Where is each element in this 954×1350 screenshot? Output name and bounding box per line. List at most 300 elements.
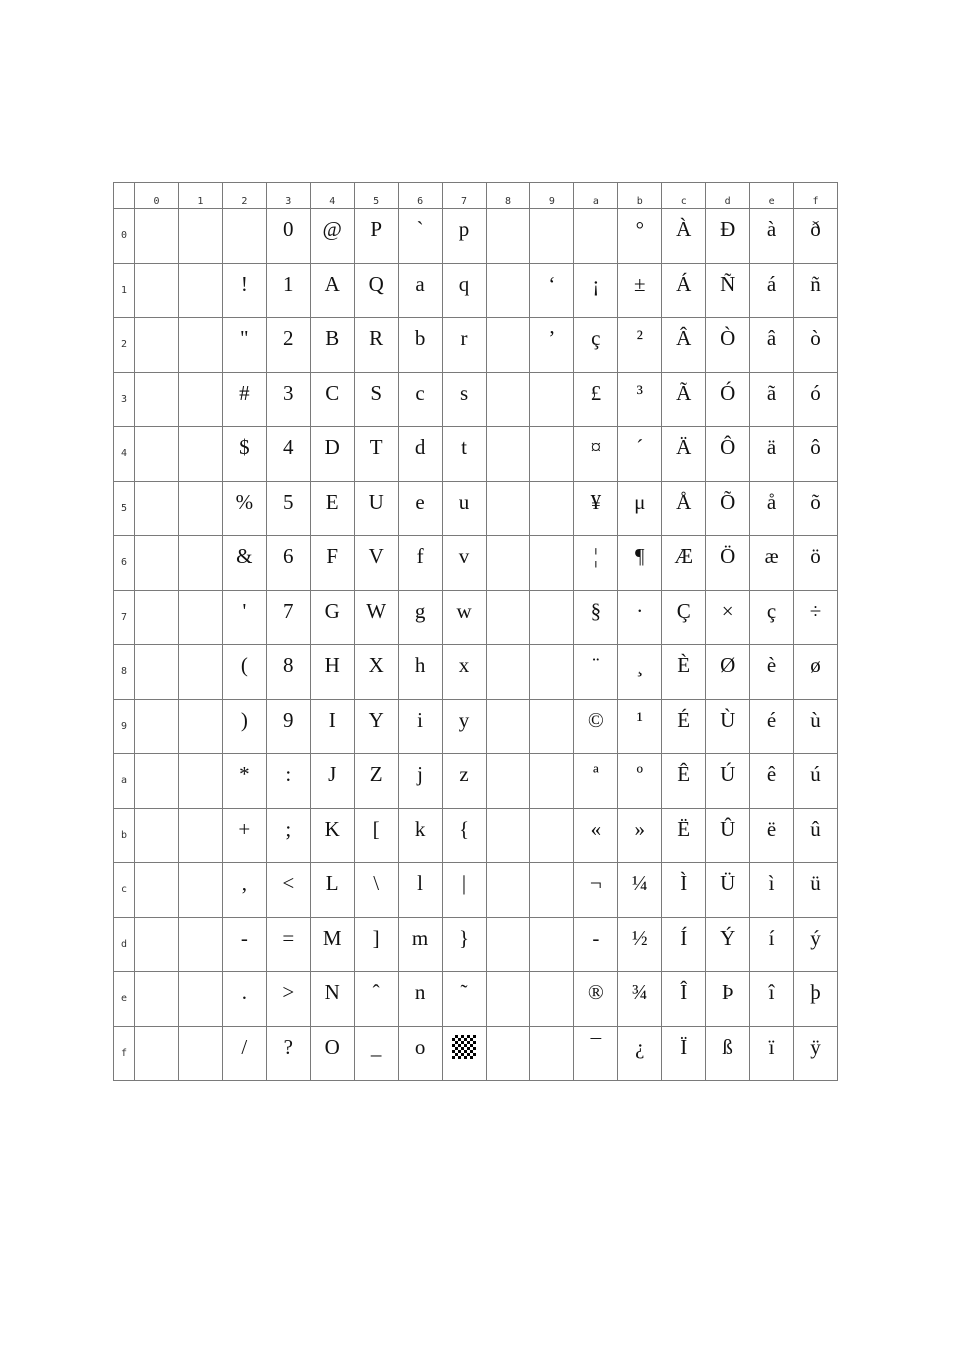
- glyph: ú: [810, 762, 821, 787]
- glyph: 6: [283, 544, 294, 569]
- glyph-cell: [574, 427, 618, 482]
- glyph-cell: [266, 481, 310, 536]
- glyph-cell: [135, 808, 179, 863]
- corner-cell: [114, 183, 135, 209]
- glyph: ø: [810, 653, 821, 678]
- row-header-0: 0: [114, 209, 135, 264]
- glyph: ´: [636, 435, 644, 460]
- glyph-cell: [486, 427, 530, 482]
- glyph-cell: [178, 917, 222, 972]
- glyph-cell: [354, 754, 398, 809]
- glyph-cell: [530, 917, 574, 972]
- glyph-cell: [486, 481, 530, 536]
- glyph-cell: [486, 536, 530, 591]
- glyph-cell: [530, 699, 574, 754]
- glyph: |: [461, 871, 467, 896]
- glyph-cell: [618, 536, 662, 591]
- glyph: ¾: [631, 980, 648, 1005]
- glyph: l: [417, 871, 424, 896]
- glyph: ,: [241, 871, 247, 896]
- table-row: [114, 590, 838, 645]
- column-header-a: a: [574, 183, 618, 209]
- glyph-cell: [706, 427, 750, 482]
- glyph: #: [239, 380, 250, 405]
- glyph: À: [676, 217, 692, 242]
- glyph: F: [326, 544, 339, 569]
- glyph: x: [458, 653, 470, 678]
- glyph-cell: [750, 372, 794, 427]
- glyph: Ð: [720, 217, 736, 242]
- glyph-cell: [706, 318, 750, 373]
- glyph-cell: [398, 754, 442, 809]
- glyph-cell: [310, 699, 354, 754]
- glyph-cell: [222, 536, 266, 591]
- glyph: Ç: [676, 598, 691, 623]
- glyph: Ú: [720, 762, 736, 787]
- glyph-cell: [398, 590, 442, 645]
- glyph-cell: [310, 590, 354, 645]
- glyph-cell: [310, 481, 354, 536]
- glyph-cell: [398, 372, 442, 427]
- glyph-cell: [750, 263, 794, 318]
- row-header-2: 2: [114, 318, 135, 373]
- glyph-cell: [750, 808, 794, 863]
- glyph: B: [325, 326, 340, 351]
- glyph-cell: [266, 427, 310, 482]
- glyph: ß: [722, 1034, 733, 1059]
- glyph-cell: [442, 318, 486, 373]
- glyph-cell: [706, 372, 750, 427]
- table-row: [114, 808, 838, 863]
- glyph: <: [282, 871, 295, 896]
- glyph: o: [414, 1034, 426, 1059]
- glyph-cell: [574, 863, 618, 918]
- glyph: k: [414, 816, 426, 841]
- glyph: G: [324, 598, 340, 623]
- column-header-3: 3: [266, 183, 310, 209]
- glyph-cell: [222, 972, 266, 1027]
- glyph: e: [415, 489, 425, 514]
- glyph-cell: [266, 318, 310, 373]
- glyph-cell: [398, 645, 442, 700]
- glyph-cell: [135, 263, 179, 318]
- glyph: ï: [768, 1034, 775, 1059]
- glyph: ): [240, 707, 248, 732]
- glyph-cell: [310, 263, 354, 318]
- glyph-cell: [750, 590, 794, 645]
- glyph: n: [414, 980, 426, 1005]
- glyph-cell: [354, 863, 398, 918]
- glyph-cell: [750, 972, 794, 1027]
- table-row: [114, 863, 838, 918]
- glyph-cell: [706, 209, 750, 264]
- glyph-cell: [530, 372, 574, 427]
- table-row: [114, 427, 838, 482]
- glyph: Â: [676, 326, 692, 351]
- glyph-cell: [222, 590, 266, 645]
- glyph-cell: [222, 645, 266, 700]
- glyph: ×: [721, 598, 734, 623]
- glyph: Ã: [676, 380, 692, 405]
- glyph: j: [417, 762, 424, 787]
- glyph: 5: [283, 489, 294, 514]
- glyph-cell: [398, 536, 442, 591]
- glyph: ì: [768, 871, 775, 896]
- glyph: ÿ: [810, 1034, 821, 1059]
- glyph: R: [369, 326, 384, 351]
- glyph: C: [325, 380, 340, 405]
- glyph: º: [636, 762, 644, 787]
- glyph-cell: [706, 699, 750, 754]
- glyph: d: [414, 435, 426, 460]
- glyph: ü: [810, 871, 821, 896]
- glyph: t: [461, 435, 467, 460]
- column-header-6: 6: [398, 183, 442, 209]
- glyph: r: [460, 326, 468, 351]
- column-header-9: 9: [530, 183, 574, 209]
- glyph-cell: [354, 427, 398, 482]
- glyph-cell: [574, 645, 618, 700]
- glyph: Ï: [680, 1034, 688, 1059]
- glyph-cell: [354, 536, 398, 591]
- row-header-e: e: [114, 972, 135, 1027]
- glyph-cell: [266, 209, 310, 264]
- glyph: Y: [368, 707, 384, 732]
- glyph: ³: [636, 380, 643, 405]
- table-row: [114, 699, 838, 754]
- glyph: 7: [283, 598, 294, 623]
- glyph-cell: [794, 427, 838, 482]
- glyph: ã: [766, 380, 777, 405]
- glyph: 0: [283, 217, 294, 242]
- glyph: æ: [764, 544, 779, 569]
- glyph-cell: [266, 863, 310, 918]
- row-header-3: 3: [114, 372, 135, 427]
- glyph: Q: [368, 271, 384, 296]
- glyph: 4: [283, 435, 294, 460]
- glyph-cell: [354, 263, 398, 318]
- glyph-cell: [398, 972, 442, 1027]
- table-row: [114, 263, 838, 318]
- glyph: D: [324, 435, 340, 460]
- column-header-4: 4: [310, 183, 354, 209]
- glyph: -: [240, 925, 248, 950]
- glyph: «: [590, 816, 602, 841]
- glyph-cell: [486, 372, 530, 427]
- glyph: ": [240, 326, 249, 351]
- glyph: ±: [634, 271, 646, 296]
- glyph-cell: [178, 427, 222, 482]
- glyph-cell: [178, 263, 222, 318]
- glyph-cell: [618, 917, 662, 972]
- glyph: ¯: [590, 1034, 602, 1059]
- glyph-cell: [486, 318, 530, 373]
- glyph-cell: [266, 645, 310, 700]
- glyph: 2: [283, 326, 294, 351]
- glyph-cell: [750, 754, 794, 809]
- glyph: ¡: [592, 271, 600, 296]
- glyph-cell: [310, 1026, 354, 1081]
- glyph-cell: [135, 754, 179, 809]
- column-header-2: 2: [222, 183, 266, 209]
- column-header-8: 8: [486, 183, 530, 209]
- column-header-e: e: [750, 183, 794, 209]
- glyph-cell: [310, 863, 354, 918]
- glyph: Ü: [720, 871, 736, 896]
- glyph-cell: [442, 263, 486, 318]
- glyph: ¤: [590, 435, 602, 460]
- glyph: ñ: [810, 271, 821, 296]
- glyph: ç: [766, 598, 777, 623]
- glyph-cell: [486, 1026, 530, 1081]
- glyph-cell: [794, 972, 838, 1027]
- table-row: [114, 754, 838, 809]
- glyph-cell: [486, 863, 530, 918]
- glyph-cell: [486, 754, 530, 809]
- glyph-cell: [178, 863, 222, 918]
- glyph: @: [322, 217, 342, 242]
- glyph: Î: [680, 980, 688, 1005]
- glyph-cell: [794, 372, 838, 427]
- glyph-cell: [706, 536, 750, 591]
- glyph: ¹: [636, 707, 643, 732]
- glyph-cell: [354, 481, 398, 536]
- glyph: U: [368, 489, 384, 514]
- glyph: a: [415, 271, 425, 296]
- glyph: ò: [810, 326, 821, 351]
- glyph-cell: [310, 427, 354, 482]
- glyph-cell: [398, 263, 442, 318]
- glyph-cell: [662, 754, 706, 809]
- glyph: 1: [283, 271, 294, 296]
- glyph-cell: [574, 1026, 618, 1081]
- glyph-cell: [574, 209, 618, 264]
- glyph: ¦: [593, 544, 598, 569]
- glyph-cell: [442, 699, 486, 754]
- glyph: -: [592, 925, 600, 950]
- glyph: å: [766, 489, 777, 514]
- glyph: =: [282, 925, 295, 950]
- column-header-row: [114, 183, 838, 209]
- glyph: z: [459, 762, 469, 787]
- glyph-cell: [574, 372, 618, 427]
- table-row: [114, 536, 838, 591]
- glyph: Ó: [720, 380, 736, 405]
- glyph: /: [241, 1034, 248, 1059]
- glyph-cell: [574, 972, 618, 1027]
- glyph: Ò: [720, 326, 736, 351]
- glyph: ˆ: [372, 980, 380, 1005]
- glyph-cell: [662, 318, 706, 373]
- glyph-cell: [794, 590, 838, 645]
- glyph-cell: [706, 645, 750, 700]
- glyph: u: [458, 489, 470, 514]
- glyph-cell: [618, 645, 662, 700]
- glyph: Þ: [721, 980, 734, 1005]
- glyph-cell: [135, 481, 179, 536]
- glyph-cell: [662, 372, 706, 427]
- glyph: Ô: [720, 435, 736, 460]
- glyph-cell: [310, 808, 354, 863]
- glyph-cell: [530, 972, 574, 1027]
- glyph-cell: [178, 972, 222, 1027]
- glyph-cell: [178, 1026, 222, 1081]
- glyph-cell: [794, 645, 838, 700]
- glyph: û: [810, 816, 821, 841]
- glyph: .: [241, 980, 247, 1005]
- glyph-cell: [794, 481, 838, 536]
- glyph: ÷: [809, 598, 822, 623]
- column-header-f: f: [794, 183, 838, 209]
- table-row: [114, 972, 838, 1027]
- glyph-cell: [398, 318, 442, 373]
- glyph-cell: [178, 754, 222, 809]
- glyph-cell: [794, 808, 838, 863]
- glyph-cell: [178, 536, 222, 591]
- glyph-cell: [354, 699, 398, 754]
- glyph: L: [325, 871, 339, 896]
- glyph-cell: [398, 209, 442, 264]
- glyph-cell: [222, 699, 266, 754]
- glyph: b: [414, 326, 426, 351]
- glyph: g: [414, 598, 426, 623]
- glyph-cell: [486, 699, 530, 754]
- glyph-cell: [486, 917, 530, 972]
- glyph-cell: [662, 917, 706, 972]
- glyph-cell: [354, 972, 398, 1027]
- character-table: [113, 182, 838, 1081]
- glyph: ;: [285, 816, 292, 841]
- glyph: É: [677, 707, 691, 732]
- glyph-cell: [442, 209, 486, 264]
- glyph: ]: [372, 925, 380, 950]
- glyph: ½: [631, 925, 648, 950]
- glyph-cell: [486, 972, 530, 1027]
- glyph-cell: [354, 1026, 398, 1081]
- glyph-cell: [706, 590, 750, 645]
- glyph: »: [634, 816, 646, 841]
- glyph-cell: [178, 372, 222, 427]
- glyph-cell: [178, 209, 222, 264]
- glyph: Ö: [720, 544, 736, 569]
- glyph-cell: [618, 1026, 662, 1081]
- glyph: Ê: [677, 762, 691, 787]
- glyph: Ä: [676, 435, 692, 460]
- glyph: 3: [283, 380, 294, 405]
- glyph-cell: [442, 972, 486, 1027]
- glyph-cell: [398, 863, 442, 918]
- glyph-cell: [750, 917, 794, 972]
- glyph: N: [324, 980, 340, 1005]
- glyph-cell: [442, 372, 486, 427]
- glyph: w: [456, 598, 472, 623]
- glyph: Æ: [674, 544, 694, 569]
- glyph-cell: [750, 318, 794, 373]
- glyph: °: [635, 217, 644, 242]
- glyph: S: [370, 380, 382, 405]
- glyph-cell: [310, 754, 354, 809]
- glyph: Å: [676, 489, 692, 514]
- column-header-c: c: [662, 183, 706, 209]
- glyph-cell: [310, 972, 354, 1027]
- glyph: O: [324, 1034, 340, 1059]
- glyph-cell: [618, 209, 662, 264]
- row-header-4: 4: [114, 427, 135, 482]
- glyph: V: [368, 544, 384, 569]
- glyph: f: [416, 544, 424, 569]
- glyph-cell: [662, 808, 706, 863]
- glyph-cell: [222, 808, 266, 863]
- row-header-9: 9: [114, 699, 135, 754]
- row-header-f: f: [114, 1026, 135, 1081]
- glyph: ð: [810, 217, 821, 242]
- table-row: [114, 481, 838, 536]
- glyph-cell: [706, 972, 750, 1027]
- glyph: ç: [591, 326, 601, 351]
- glyph-cell: [662, 481, 706, 536]
- glyph-cell: [750, 1026, 794, 1081]
- glyph-cell: [750, 209, 794, 264]
- glyph: ¶: [635, 544, 645, 569]
- glyph-cell: [398, 427, 442, 482]
- glyph-cell: [135, 917, 179, 972]
- glyph-cell: [662, 972, 706, 1027]
- glyph-cell: [135, 536, 179, 591]
- row-header-7: 7: [114, 590, 135, 645]
- glyph-cell: [618, 372, 662, 427]
- glyph: W: [366, 598, 387, 623]
- glyph: £: [590, 380, 602, 405]
- row-header-5: 5: [114, 481, 135, 536]
- glyph-cell: [266, 972, 310, 1027]
- glyph-cell: [135, 427, 179, 482]
- glyph: %: [235, 489, 254, 514]
- glyph-cell: [398, 699, 442, 754]
- glyph: 9: [283, 707, 294, 732]
- glyph-cell: [530, 808, 574, 863]
- glyph: â: [766, 326, 777, 351]
- glyph-cell: [442, 808, 486, 863]
- glyph-cell: [442, 917, 486, 972]
- glyph-cell: [662, 699, 706, 754]
- glyph-cell: [530, 427, 574, 482]
- glyph-cell: [354, 645, 398, 700]
- glyph-cell: [530, 590, 574, 645]
- glyph-cell: [618, 972, 662, 1027]
- glyph-cell: [266, 754, 310, 809]
- glyph: ˜: [460, 980, 468, 1005]
- glyph-cell: [618, 699, 662, 754]
- glyph: H: [324, 653, 340, 678]
- glyph-cell: [222, 481, 266, 536]
- glyph: &: [236, 544, 253, 569]
- glyph-cell: [222, 427, 266, 482]
- glyph: q: [458, 271, 470, 296]
- column-header-d: d: [706, 183, 750, 209]
- glyph-cell: [662, 209, 706, 264]
- checkerboard-icon: [452, 1035, 476, 1059]
- row-header-b: b: [114, 808, 135, 863]
- glyph-cell: [794, 209, 838, 264]
- glyph-cell: [618, 590, 662, 645]
- glyph-cell: [574, 481, 618, 536]
- glyph: Ë: [677, 816, 691, 841]
- glyph-cell: [222, 372, 266, 427]
- row-header-8: 8: [114, 645, 135, 700]
- glyph-cell: [135, 645, 179, 700]
- glyph: ’: [548, 326, 556, 351]
- glyph: {: [458, 816, 470, 841]
